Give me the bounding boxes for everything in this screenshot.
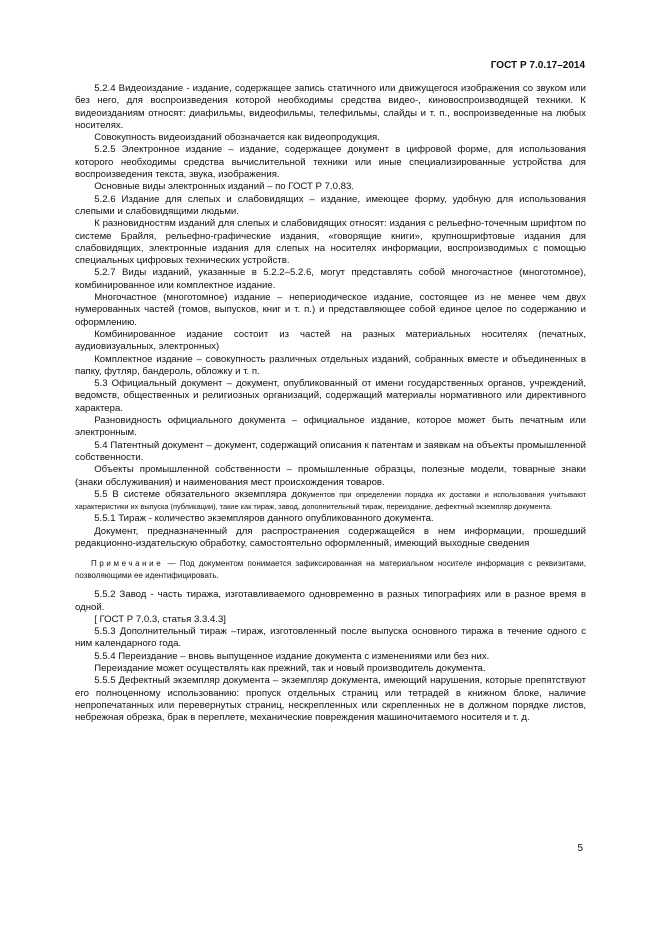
paragraph: К разновидностям изданий для слепых и слабовидящих относят: издания с рельефно-точечным шрифтом по системе Брайля, рельефно-графические издания, «говорящие книги», крупношрифтовые издания для слабовидящих, электронные издания для слепых на носителях информации, воспроизводимых с помощью специальных цифровых технических устройств. bbox=[75, 218, 586, 267]
paragraph-5-5: 5.5 В системе обязательного экземпляра документов при определении порядка их доставки и использования учитывают характеристики их выпуска (публикации), такие как тираж, завод, дополнительный тираж, переиздание, дефектный экземпляр документа. bbox=[75, 488, 587, 512]
paragraph: 5.5.4 Переиздание – вновь выпущенное издание документа с изменениями или без них. bbox=[94, 650, 490, 662]
paragraph: 5.2.7 Виды изданий, указанные в 5.2.2–5.2.6, могут представлять собой многочастное (многотомное), комбинированное или комплектное издание. bbox=[75, 267, 586, 291]
paragraph: 5.3 Официальный документ – документ, опубликованный от имени государственных органов, учреждений, ведомств, общественных и религиозных организаций, содержащий материалы нормативного или директивного характера. bbox=[75, 378, 586, 414]
paragraph: Совокупность видеоизданий обозначается как видеопродукция. bbox=[94, 132, 380, 144]
paragraph: 5.5.1 Тираж - количество экземпляров данного опубликованного документа. bbox=[94, 513, 434, 525]
paragraph: 5.2.4 Видеоиздание - издание, содержащее запись статичного или движущегося изображения со звуком или без него, для воспроизведения которой необходимы средства видео-, киновоспроизводящей техники. К видеоизданиям относят: диафильмы, видеофильмы, телефильмы, слайды и т. п., воспроизведенные на любых носителях. bbox=[75, 83, 586, 131]
note-label: Примечание bbox=[91, 559, 164, 569]
paragraph: 5.5.3 Дополнительный тираж –тираж, изготовленный после выпуска основного тиража в течение одного с ним календарного года. bbox=[75, 626, 586, 650]
paragraph: Основные виды электронных изданий – по ГОСТ Р 7.0.83. bbox=[94, 181, 354, 193]
paragraph: Комбинированное издание состоит из частей на разных материальных носителях (печатных, аудиовизуальных, электронных) bbox=[75, 328, 586, 353]
paragraph: Переиздание может осуществлять как прежний, так и новый производитель документа. bbox=[94, 663, 486, 675]
page-body bbox=[75, 83, 586, 725]
reference: [ ГОСТ Р 7.0.3, статья 3.3.4.3] bbox=[94, 613, 226, 625]
paragraph: Разновидность официального документа – официальное издание, которое может быть печатным или электронным. bbox=[75, 415, 586, 439]
page-number: 5 bbox=[577, 843, 583, 854]
paragraph: 5.5.5 Дефектный экземпляр документа – экземпляр документа, имеющий нарушения, которые препятствуют его полноценному использованию: пропуск отдельных страниц или тетрадей в книжном блоке, наличие непропечатанных или перевернутых страниц, нескрепленных или скрепленных не в должном порядке листов, небрежная обрезка, брак в переплете, механические повреждения машиночитаемого носителя и т. д. bbox=[75, 675, 586, 724]
paragraph: 5.2.6 Издание для слепых и слабовидящих – издание, имеющее форму, удобную для использования слепыми и слабовидящими людьми. bbox=[75, 193, 586, 217]
paragraph: 5.4 Патентный документ – документ, содержащий описания к патентам и заявкам на объекты промышленной собственности. bbox=[75, 439, 586, 463]
paragraph: Документ, предназначенный для распространения содержащейся в нем информации, прошедший редакционно-издательскую обработку, самостоятельно оформленный, имеющий выходные сведения bbox=[75, 525, 586, 549]
paragraph: 5.5.2 Завод - часть тиража, изготавливаемого одновременно в разных типографиях или в разное время в одной. bbox=[75, 589, 586, 613]
paragraph: Объекты промышленной собственности – промышленные образцы, полезные модели, товарные знаки (знаки обслуживания) и наименования мест происхождения товаров. bbox=[75, 464, 586, 488]
page-header: ГОСТ Р 7.0.17–2014 bbox=[490, 60, 585, 71]
note: Примечание — Под документом понимается зафиксированная на материальном носителе информация с реквизитами, позволяющими ее идентифицировать. bbox=[75, 559, 586, 580]
paragraph: Комплектное издание – совокупность различных отдельных изданий, собранных вместе и объединенных в папку, футляр, бандероль, обложку и т. п. bbox=[75, 353, 586, 377]
paragraph: Многочастное (многотомное) издание – непериодическое издание, состоящее из не менее чем двух нумерованных частей (томов, выпусков, книг и т. п.) и представляющее собой единое целое по содержанию и оформлению. bbox=[75, 292, 586, 328]
paragraph: 5.2.5 Электронное издание – издание, содержащее документ в цифровой форме, для использования которого необходимы средства вычислительной техники или иные специализированные устройства для воспроизведения текста, звука, изображения. bbox=[75, 144, 586, 181]
